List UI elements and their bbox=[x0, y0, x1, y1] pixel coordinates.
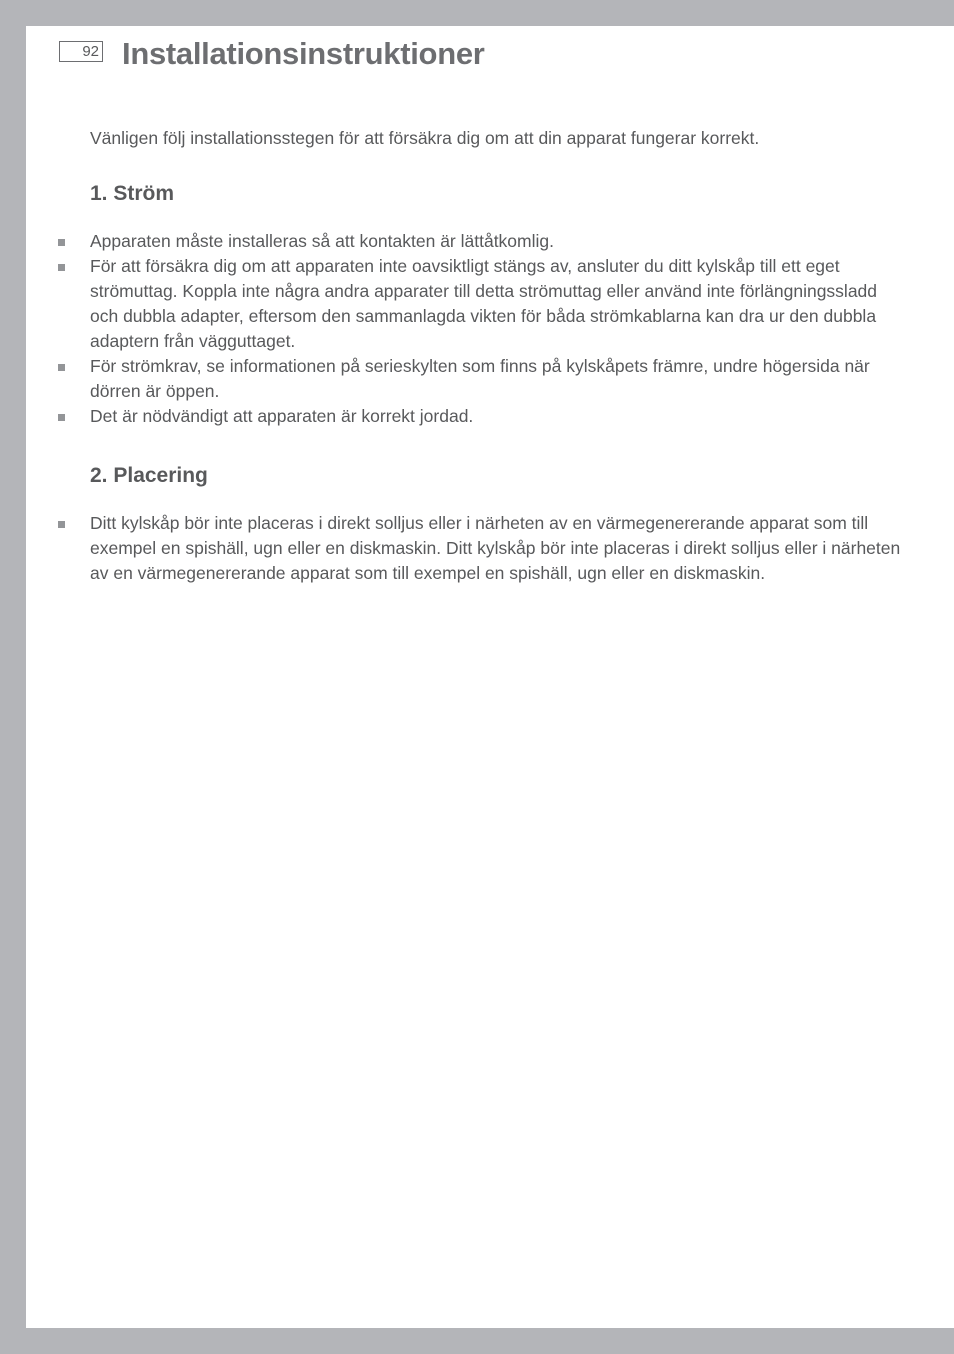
square-bullet-icon bbox=[58, 521, 65, 528]
bullet-list-strom bbox=[26, 229, 906, 429]
square-bullet-icon bbox=[58, 364, 65, 371]
intro-paragraph: Vänligen följ installationsstegen för att försäkra dig om att din apparat fungerar korrekt. bbox=[90, 128, 760, 148]
square-bullet-icon bbox=[58, 239, 65, 246]
list-item bbox=[26, 354, 906, 404]
bullet-list-placering bbox=[26, 511, 906, 586]
page-number: 92 bbox=[59, 41, 103, 62]
page-title: Installationsinstruktioner bbox=[122, 36, 485, 71]
list-item bbox=[26, 229, 906, 254]
list-item-text: För strömkrav, se informationen på serieskylten som finns på kylskåpets främre, undre högersida när dörren är öppen. bbox=[90, 356, 870, 401]
section-heading-strom: 1. Ström bbox=[90, 182, 175, 205]
list-item-text: Ditt kylskåp bör inte placeras i direkt solljus eller i närheten av en värmegenererande apparat som till exempel en spishäll, ugn eller en diskmaskin. Ditt kylskåp bör inte placeras i direkt solljus eller i närheten av en värmegenererande apparat som till exempel en spishäll, ugn eller en diskmaskin. bbox=[90, 513, 901, 583]
square-bullet-icon bbox=[58, 264, 65, 271]
list-item bbox=[26, 254, 906, 354]
list-item-text: För att försäkra dig om att apparaten inte oavsiktligt stängs av, ansluter du ditt kylskåp till ett eget strömuttag. Koppla inte några andra apparater till detta strömuttag eller använd inte förlängningssladd och dubbla adapter, eftersom den sammanlagda vikten för båda strömkablarna kan dra ur den dubbla adaptern från vägguttaget. bbox=[90, 256, 878, 351]
document-page bbox=[26, 26, 954, 1328]
list-item bbox=[26, 511, 906, 586]
list-item-text: Det är nödvändigt att apparaten är korrekt jordad. bbox=[90, 406, 474, 426]
list-item-text: Apparaten måste installeras så att kontakten är lättåtkomlig. bbox=[90, 231, 554, 251]
section-heading-placering: 2. Placering bbox=[90, 464, 208, 487]
list-item bbox=[26, 404, 906, 429]
square-bullet-icon bbox=[58, 414, 65, 421]
